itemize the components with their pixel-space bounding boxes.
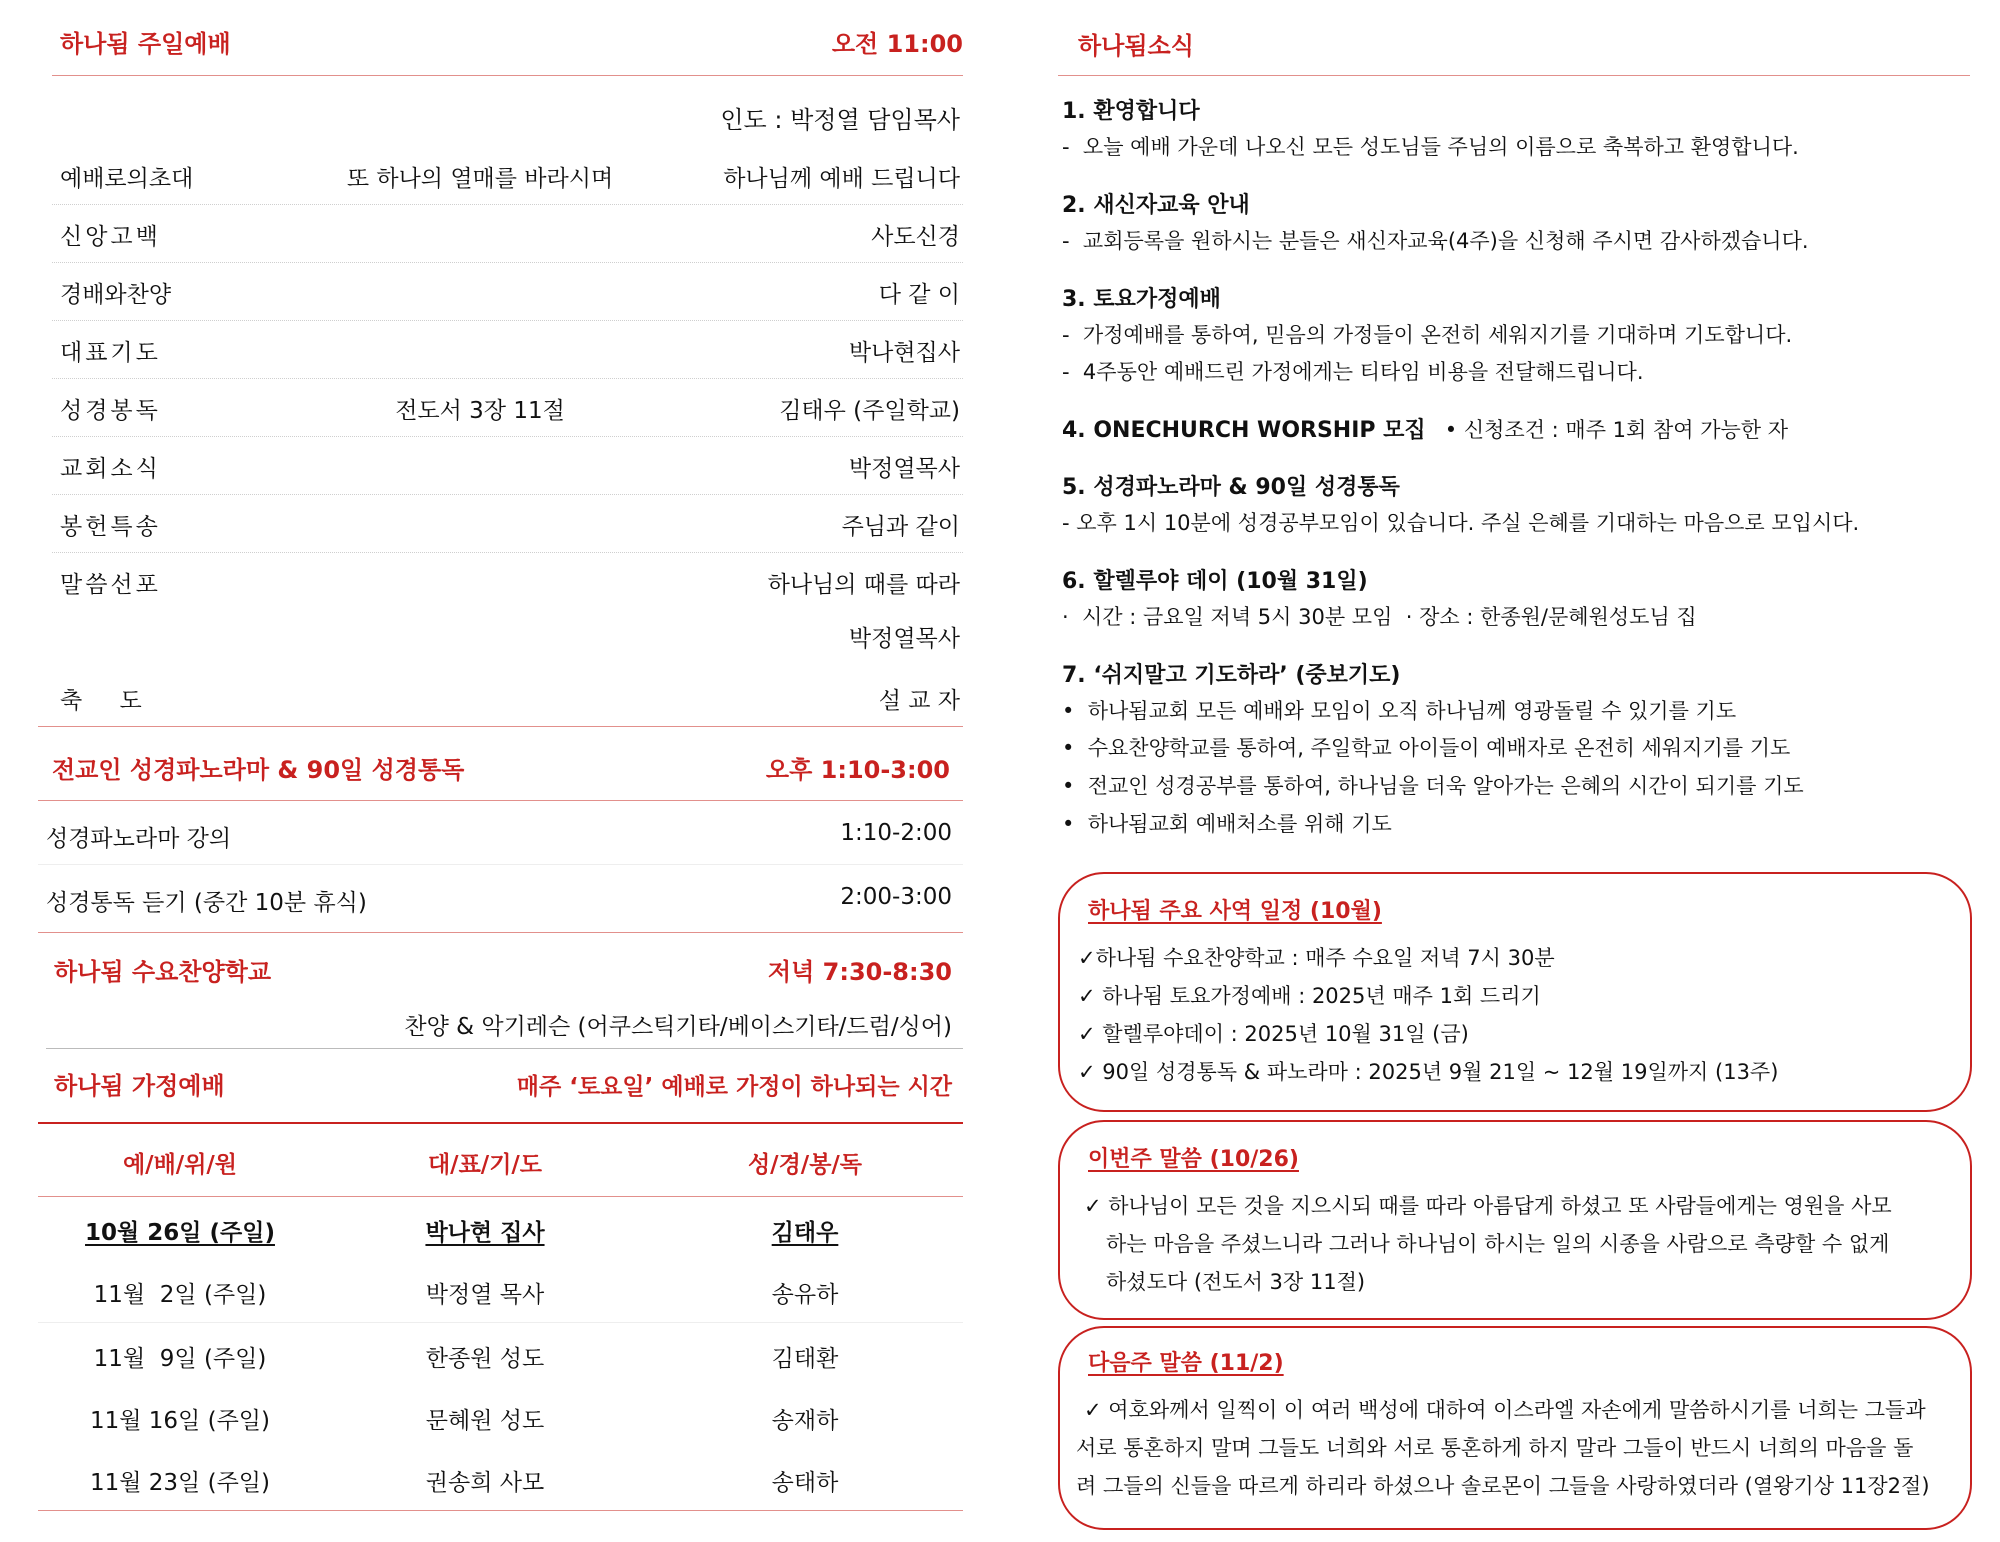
row-divider: [52, 436, 963, 437]
order-item-name: 대표기도: [60, 340, 161, 366]
verse-line: 서로 통혼하지 말며 그들도 너희와 서로 통혼하게 하지 말라 그들이 반드시 너희의 마음을 돌: [1076, 1436, 1914, 1460]
panorama-item-time: 1:10-2:00: [840, 820, 952, 846]
sermon-speaker: 박정열목사: [848, 626, 960, 652]
this-week-title: 이번주 말씀 (10/26): [1088, 1147, 1299, 1172]
news-item-line: - 오후 1시 10분에 성경공부모임이 있습니다. 주실 은혜를 기대하는 마음으로 모입시다.: [1062, 511, 1860, 535]
order-item-name: 예배로의초대: [60, 166, 194, 192]
order-item-person: 하나님께 예배 드립니다: [723, 166, 960, 192]
panorama-item-name: 성경통독 듣기 (중간 10분 휴식): [46, 890, 367, 916]
wednesday-title: 하나됨 수요찬양학교: [54, 958, 272, 986]
news-item-heading: 2. 새신자교육 안내: [1062, 193, 1250, 218]
table-cell-date: 11월 16일 (주일): [90, 1408, 270, 1434]
table-cell-reader: 김태환: [771, 1346, 839, 1372]
divider: [38, 1510, 963, 1511]
table-header: 예/배/위/원: [122, 1152, 238, 1178]
news-item-heading: 3. 토요가정예배: [1062, 287, 1221, 312]
news-item-heading: 4. ONECHURCH WORSHIP 모집: [1062, 418, 1426, 443]
worship-time: 오전 11:00: [831, 30, 963, 58]
row-divider: [52, 262, 963, 263]
table-cell-prayer: 한종원 성도: [425, 1346, 545, 1372]
table-cell-prayer: 박나현 집사: [425, 1220, 545, 1246]
verse-line: ✓ 하나님이 모든 것을 지으시되 때를 따라 아름답게 하셨고 또 사람들에게는 영원을 사모: [1084, 1194, 1892, 1218]
table-cell-reader: 김태우: [771, 1220, 839, 1246]
row-divider: [38, 864, 963, 865]
verse-line: ✓ 여호와께서 일찍이 이 여러 백성에 대하여 이스라엘 자손에게 말씀하시기를 너희는 그들과: [1084, 1398, 1926, 1422]
table-cell-date: 10월 26일 (주일): [85, 1220, 275, 1246]
order-item-person: 김태우 (주일학교): [779, 398, 960, 424]
table-cell-date: 11월 9일 (주일): [93, 1346, 267, 1372]
order-item-detail: 전도서 3장 11절: [395, 398, 565, 424]
order-item-person: 설 교 자: [878, 688, 960, 714]
schedule-item: ✓ 할렐루야데이 : 2025년 10월 31일 (금): [1078, 1022, 1469, 1046]
order-item-name: 축 도: [60, 688, 142, 714]
table-cell-date: 11월 23일 (주일): [90, 1470, 270, 1496]
table-cell-prayer: 권송희 사모: [425, 1470, 545, 1496]
news-item-line: • 전교인 성경공부를 통하여, 하나님을 더욱 알아가는 은혜의 시간이 되기를 기도: [1062, 774, 1804, 798]
order-item-name: 말씀선포: [60, 572, 161, 598]
order-item-person: 다 같 이: [878, 282, 960, 308]
family-title: 하나됨 가정예배: [54, 1072, 225, 1100]
news-item-line: • 수요찬양학교를 통하여, 주일학교 아이들이 예배자로 온전히 세워지기를 기도: [1062, 736, 1791, 760]
order-item-name: 봉헌특송: [60, 514, 161, 540]
worship-title: 하나됨 주일예배: [60, 30, 231, 58]
divider: [46, 1048, 963, 1049]
table-cell-date: 11월 2일 (주일): [93, 1282, 267, 1308]
schedule-item: ✓ 90일 성경통독 & 파노라마 : 2025년 9월 21일 ~ 12월 19일까지 (13주): [1078, 1060, 1779, 1084]
wednesday-desc: 찬양 & 악기레슨 (어쿠스틱기타/베이스기타/드럼/싱어): [404, 1014, 952, 1040]
order-item-person: 박정열목사: [848, 456, 960, 482]
panorama-time: 오후 1:10-3:00: [765, 756, 950, 784]
schedule-item: ✓하나됨 수요찬양학교 : 매주 수요일 저녁 7시 30분: [1078, 946, 1555, 970]
news-item-line: - 4주동안 예배드린 가정에게는 티타임 비용을 전달해드립니다.: [1062, 360, 1644, 384]
row-divider: [38, 1322, 963, 1323]
row-divider: [52, 320, 963, 321]
row-divider: [52, 552, 963, 553]
news-item-heading: 7. ‘쉬지말고 기도하라’ (중보기도): [1062, 663, 1401, 688]
news-item-heading: 5. 성경파노라마 & 90일 성경통독: [1062, 475, 1400, 500]
divider: [38, 1122, 963, 1124]
verse-line: 하셨도다 (전도서 3장 11절): [1106, 1270, 1366, 1294]
order-item-person: 사도신경: [871, 224, 960, 250]
news-item-line: · 시간 : 금요일 저녁 5시 30분 모임 · 장소 : 한종원/문혜원성도님 집: [1062, 605, 1697, 629]
order-item-name: 경배와찬양: [60, 282, 172, 308]
news-item-heading: 6. 할렐루야 데이 (10월 31일): [1062, 569, 1368, 594]
order-item-name: 교회소식: [60, 456, 161, 482]
order-item-person: 박나현집사: [848, 340, 960, 366]
worship-leader: 인도 : 박정열 담임목사: [720, 106, 960, 134]
next-week-title: 다음주 말씀 (11/2): [1088, 1351, 1284, 1376]
table-cell-prayer: 문혜원 성도: [425, 1408, 545, 1434]
schedule-title: 하나됨 주요 사역 일정 (10월): [1088, 899, 1382, 924]
divider: [1058, 75, 1970, 76]
news-item-row: [1062, 413, 1788, 444]
divider: [52, 75, 963, 76]
news-item-line: - 오늘 예배 가운데 나오신 모든 성도님들 주님의 이름으로 축복하고 환영합니다.: [1062, 135, 1799, 159]
row-divider: [52, 378, 963, 379]
verse-line: 하는 마음을 주셨느니라 그러나 하나님이 하시는 일의 시종을 사람으로 측량할 수 없게: [1106, 1232, 1890, 1256]
family-desc: 매주 ‘토요일’ 예배로 가정이 하나되는 시간: [516, 1074, 952, 1100]
news-item-line: • 하나됨교회 모든 예배와 모임이 오직 하나님께 영광돌릴 수 있기를 기도: [1062, 699, 1737, 723]
order-item-name: 신앙고백: [60, 224, 161, 250]
news-title: 하나됨소식: [1078, 32, 1194, 60]
table-cell-reader: 송태하: [771, 1470, 839, 1496]
news-item-line: - 교회등록을 원하시는 분들은 새신자교육(4주)을 신청해 주시면 감사하겠습니다.: [1062, 229, 1809, 253]
order-item-person: 하나님의 때를 따라: [767, 572, 960, 598]
verse-line: 려 그들의 신들을 따르게 하리라 하셨으나 솔로몬이 그들을 사랑하였더라 (열왕기상 11장2절): [1076, 1474, 1930, 1498]
divider: [38, 800, 963, 801]
schedule-item: ✓ 하나됨 토요가정예배 : 2025년 매주 1회 드리기: [1078, 984, 1541, 1008]
news-item-line: - 가정예배를 통하여, 믿음의 가정들이 온전히 세워지기를 기대하며 기도합니다.: [1062, 323, 1793, 347]
order-item-person: 주님과 같이: [841, 514, 960, 540]
wednesday-time: 저녁 7:30-8:30: [767, 958, 952, 986]
divider: [38, 726, 963, 727]
table-cell-reader: 송재하: [771, 1408, 839, 1434]
row-divider: [52, 204, 963, 205]
table-cell-reader: 송유하: [771, 1282, 839, 1308]
table-header: 성/경/봉/독: [747, 1152, 863, 1178]
order-item-name: 성경봉독: [60, 398, 161, 424]
table-cell-prayer: 박정열 목사: [425, 1282, 545, 1308]
row-divider: [52, 494, 963, 495]
panorama-item-time: 2:00-3:00: [840, 884, 952, 910]
news-item-inline: • 신청조건 : 매주 1회 참여 가능한 자: [1444, 418, 1789, 442]
table-header: 대/표/기/도: [427, 1152, 543, 1178]
divider: [38, 932, 963, 933]
news-item-heading: 1. 환영합니다: [1062, 99, 1200, 124]
divider: [38, 1196, 963, 1197]
order-item-detail: 또 하나의 열매를 바라시며: [346, 166, 614, 192]
panorama-title: 전교인 성경파노라마 & 90일 성경통독: [52, 756, 465, 784]
news-item-line: • 하나됨교회 예배처소를 위해 기도: [1062, 812, 1392, 836]
panorama-item-name: 성경파노라마 강의: [46, 826, 232, 852]
